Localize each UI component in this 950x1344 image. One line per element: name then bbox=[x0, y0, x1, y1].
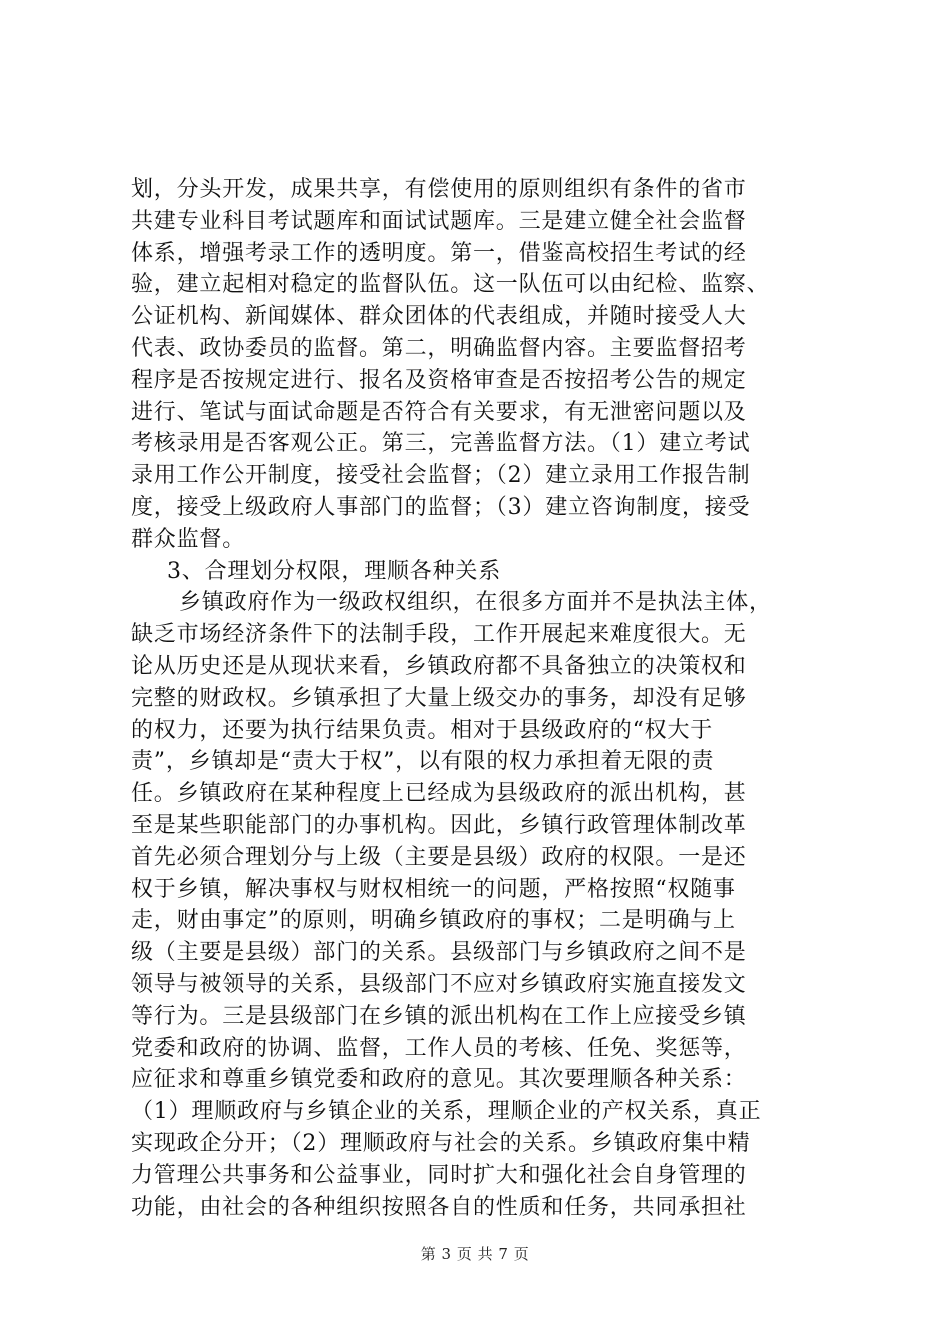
text-line: 实现政企分开；（2）理顺政府与社会的关系。乡镇政府集中精 bbox=[131, 1130, 751, 1156]
text-line: 功能，由社会的各种组织按照各自的性质和任务，共同承担社 bbox=[131, 1194, 747, 1220]
text-line: 完整的财政权。乡镇承担了大量上级交办的事务，却没有足够 bbox=[131, 685, 747, 711]
text-line: 至是某些职能部门的办事机构。因此，乡镇行政管理体制改革 bbox=[131, 812, 747, 838]
text-line: 等行为。三是县级部门在乡镇的派出机构在工作上应接受乡镇 bbox=[131, 1003, 747, 1029]
text-line: 级（主要是县级）部门的关系。县级部门与乡镇政府之间不是 bbox=[131, 940, 747, 966]
text-line: 党委和政府的协调、监督，工作人员的考核、任免、奖惩等， bbox=[131, 1035, 747, 1061]
text-line: 力管理公共事务和公益事业，同时扩大和强化社会自身管理的 bbox=[131, 1162, 747, 1188]
text-line: 代表、政协委员的监督。第二，明确监督内容。主要监督招考 bbox=[131, 335, 747, 361]
text-line: 责”，乡镇却是“责大于权”，以有限的权力承担着无限的责 bbox=[131, 749, 715, 775]
text-line: 群众监督。 bbox=[131, 526, 246, 552]
paragraph-first-line: 乡镇政府作为一级政权组织，在很多方面并不是执法主体， bbox=[179, 590, 772, 616]
text-line: 验，建立起相对稳定的监督队伍。这一队伍可以由纪检、监察、 bbox=[131, 272, 770, 298]
text-line: 走，财由事定”的原则，明确乡镇政府的事权；二是明确与上 bbox=[131, 908, 736, 934]
page-number: 第 3 页 共 7 页 bbox=[420, 1245, 530, 1263]
section-heading: 3、合理划分权限，理顺各种关系 bbox=[167, 558, 501, 584]
text-line: 首先必须合理划分与上级（主要是县级）政府的权限。一是还 bbox=[131, 844, 747, 870]
text-line: 程序是否按规定进行、报名及资格审查是否按招考公告的规定 bbox=[131, 367, 747, 393]
text-line: 录用工作公开制度，接受社会监督；（2）建立录用工作报告制 bbox=[131, 463, 751, 489]
text-line: 体系，增强考录工作的透明度。第一，借鉴高校招生考试的经 bbox=[131, 240, 747, 266]
text-line: 任。乡镇政府在某种程度上已经成为县级政府的派出机构，甚 bbox=[131, 781, 747, 807]
text-line: 缺乏市场经济条件下的法制手段，工作开展起来难度很大。无 bbox=[131, 622, 747, 648]
text-line: （1）理顺政府与乡镇企业的关系，理顺企业的产权关系，真正 bbox=[131, 1099, 762, 1125]
page-footer bbox=[0, 1244, 950, 1264]
text-line: 度，接受上级政府人事部门的监督；（3）建立咨询制度，接受 bbox=[131, 494, 751, 520]
text-line: 权于乡镇，解决事权与财权相统一的问题，严格按照“权随事 bbox=[131, 876, 736, 902]
text-line: 共建专业科目考试题库和面试试题库。三是建立健全社会监督 bbox=[131, 208, 747, 234]
text-line: 论从历史还是从现状来看，乡镇政府都不具备独立的决策权和 bbox=[131, 653, 747, 679]
text-line: 划，分头开发，成果共享，有偿使用的原则组织有条件的省市 bbox=[131, 177, 747, 202]
body-text bbox=[131, 174, 826, 1223]
text-line: 应征求和尊重乡镇党委和政府的意见。其次要理顺各种关系： bbox=[131, 1067, 747, 1093]
text-line: 领导与被领导的关系，县级部门不应对乡镇政府实施直接发文 bbox=[131, 971, 747, 997]
text-line: 的权力，还要为执行结果负责。相对于县级政府的“权大于 bbox=[131, 717, 714, 743]
text-line: 进行、笔试与面试命题是否符合有关要求，有无泄密问题以及 bbox=[131, 399, 747, 425]
text-line: 公证机构、新闻媒体、群众团体的代表组成，并随时接受人大 bbox=[131, 304, 747, 330]
text-line: 考核录用是否客观公正。第三，完善监督方法。（1）建立考试 bbox=[131, 431, 751, 457]
